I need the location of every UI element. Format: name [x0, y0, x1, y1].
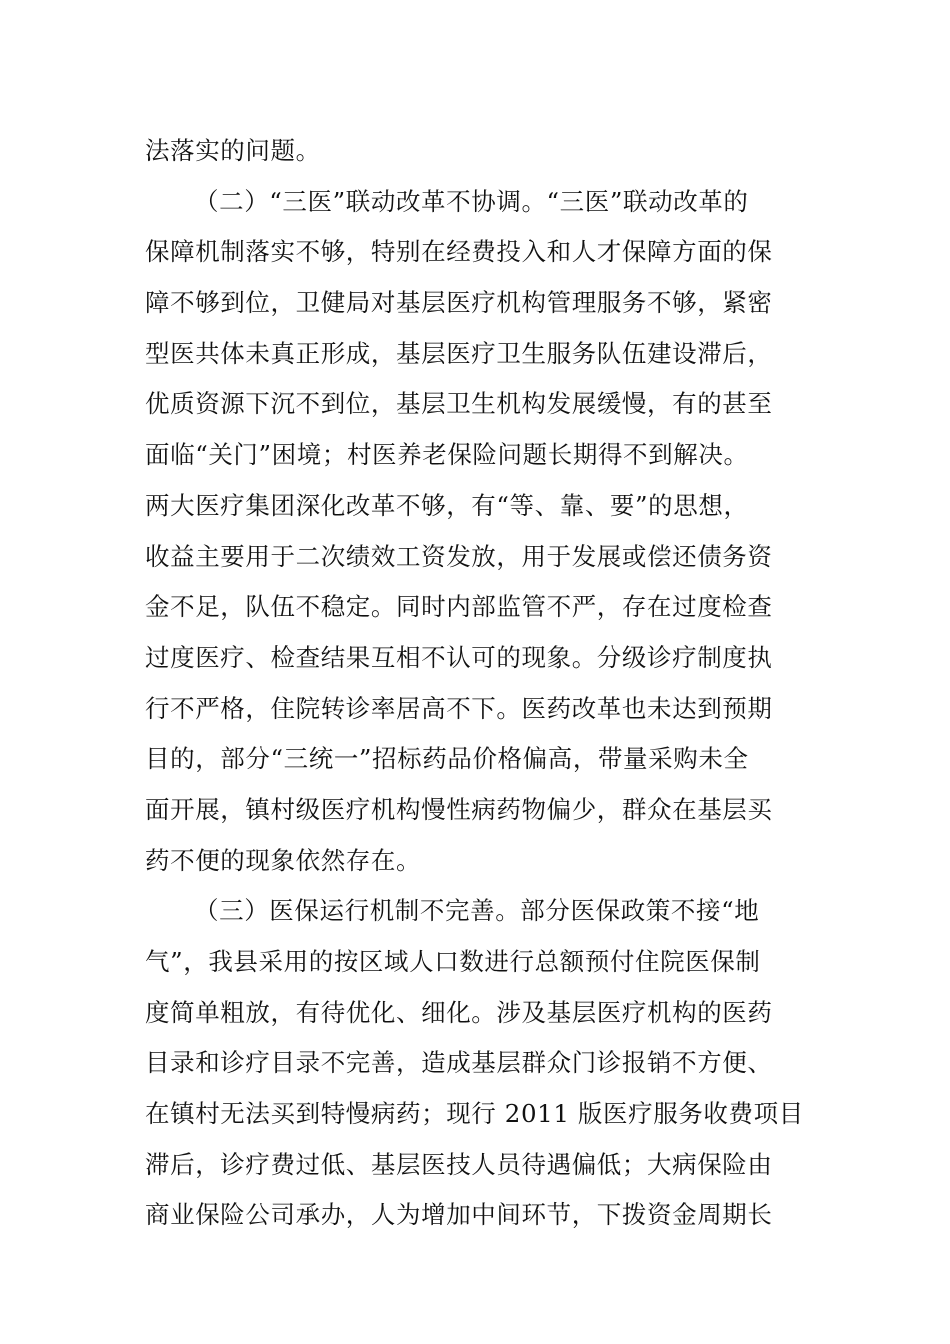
text-line: 过度医疗、检查结果互相不认可的现象。分级诊疗制度执 [145, 642, 773, 672]
text-line: 保障机制落实不够，特别在经费投入和人才保障方面的保 [145, 237, 773, 267]
text-line: 优质资源下沉不到位，基层卫生机构发展缓慢，有的甚至 [145, 389, 773, 419]
body-text [145, 126, 810, 1241]
text-line: 面临“关门”困境；村医养老保险问题长期得不到解决。 [145, 440, 749, 470]
text-line: 两大医疗集团深化改革不够，有“等、靠、要”的思想， [145, 490, 749, 520]
text-line: 商业保险公司承办，人为增加中间环节，下拨资金周期长 [145, 1200, 773, 1230]
text-line: 障不够到位，卫健局对基层医疗机构管理服务不够，紧密 [145, 288, 773, 318]
text-line: 面开展，镇村级医疗机构慢性病药物偏少，群众在基层买 [145, 794, 773, 824]
paragraph-start-line: （二）“三医”联动改革不协调。“三医”联动改革的 [194, 186, 749, 216]
text-line: 药不便的现象依然存在。 [145, 845, 422, 875]
text-line: 法落实的问题。 [145, 136, 321, 165]
text-line: 目录和诊疗目录不完善，造成基层群众门诊报销不方便、 [145, 1048, 773, 1078]
text-line: 行不严格，住院转诊率居高不下。医药改革也未达到预期 [145, 693, 773, 723]
text-line: 收益主要用于二次绩效工资发放，用于发展或偿还债务资 [145, 541, 773, 571]
text-line: 滞后，诊疗费过低、基层医技人员待遇偏低；大病保险由 [145, 1149, 773, 1179]
paragraph-start-line: （三）医保运行机制不完善。部分医保政策不接“地 [194, 896, 760, 926]
text-line: 度简单粗放，有待优化、细化。涉及基层医疗机构的医药 [145, 997, 773, 1027]
text-line: 气”，我县采用的按区域人口数进行总额预付住院医保制 [145, 947, 761, 976]
text-line: 型医共体未真正形成，基层医疗卫生服务队伍建设滞后， [145, 338, 773, 368]
text-line: 在镇村无法买到特慢病药；现行 2011 版医疗服务收费项目 [145, 1099, 804, 1129]
text-line: 目的，部分“三统一”招标药品价格偏高，带量采购未全 [145, 744, 749, 774]
text-line: 金不足，队伍不稳定。同时内部监管不严，存在过度检查 [145, 592, 773, 622]
